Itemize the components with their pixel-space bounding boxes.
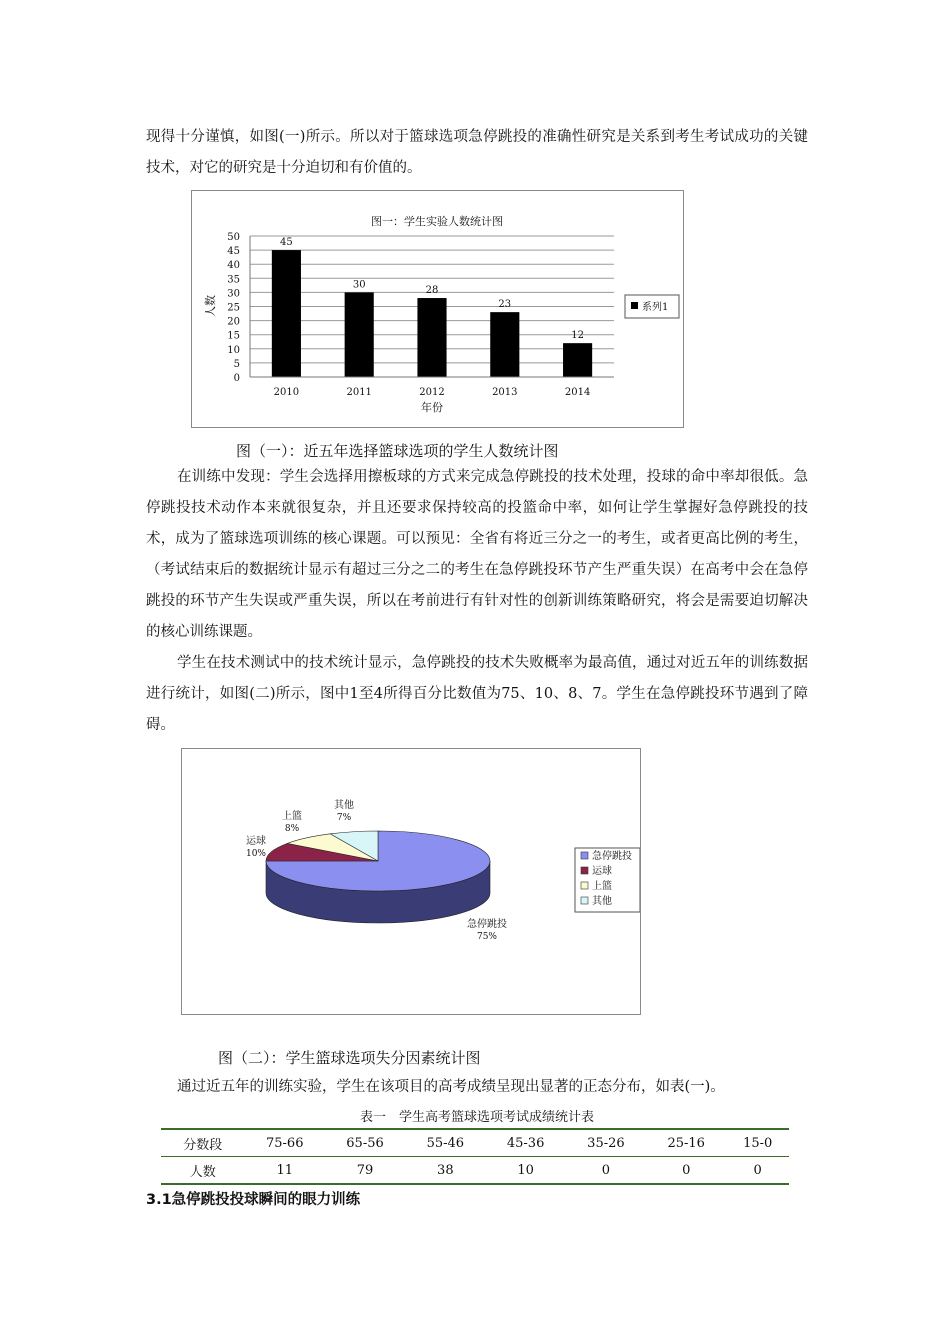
bar-chart-title: 图一：学生实验人数统计图 bbox=[371, 215, 503, 228]
bar-chart bbox=[192, 191, 683, 427]
figure-1-caption: 图（一）：近五年选择篮球选项的学生人数统计图 bbox=[236, 442, 559, 460]
legend-label-series1: 系列1 bbox=[642, 302, 669, 313]
bar-legend bbox=[625, 295, 679, 318]
pie-chart-frame bbox=[181, 748, 641, 1015]
section-heading: 3.1急停跳投投球瞬间的眼力训练 bbox=[146, 1192, 361, 1208]
table-title: 表一 学生高考篮球选项考试成绩统计表 bbox=[359, 1110, 594, 1125]
x-tick-label: 2013 bbox=[492, 387, 518, 398]
paragraph-2: 在训练中发现：学生会选择用擦板球的方式来完成急停跳投的技术处理，投球的命中率却很低。急停跳投技术动作本来就很复杂，并且还要求保持较高的投篮命中率，如何让学生掌握好急停跳投的技术，成为了篮球选项训练的核心课题。可以预见：全省有将近三分之一的考生，或者更高比例的考生，（考试结束后的数据统计显示有超过三分之二的考生在急停跳投环节产生严重失误）在高考中会在急停跳投的环节产生失误或严重失误，所以在考前进行有针对性的创新训练策略研究，将会是需要迫切解决的核心训练课题。 bbox=[146, 469, 808, 640]
legend-label: 急停跳投 bbox=[592, 851, 632, 862]
pie-label-percent: 7% bbox=[336, 813, 352, 823]
score-table bbox=[161, 1128, 789, 1185]
pie-chart bbox=[182, 749, 640, 1014]
pie-legend bbox=[575, 848, 640, 912]
y-tick-label: 25 bbox=[227, 302, 240, 314]
x-tick-label: 2011 bbox=[346, 387, 372, 398]
table-cell: 45-36 bbox=[485, 1129, 565, 1157]
paragraph-4: 通过近五年的训练实验，学生在该项目的高考成绩呈现出显著的正态分布，如表(一)。 bbox=[177, 1079, 725, 1095]
table-cell: 55-46 bbox=[405, 1129, 485, 1157]
y-axis-label: 人数 bbox=[204, 295, 217, 317]
y-tick-label: 35 bbox=[227, 274, 240, 286]
table-cell: 分数段 bbox=[161, 1129, 245, 1157]
table-cell: 11 bbox=[245, 1157, 325, 1185]
paragraph-1: 现得十分谨慎，如图(一)所示。所以对于篮球选项急停跳投的准确性研究是关系到考生考试成功的关键技术，对它的研究是十分迫切和有价值的。 bbox=[146, 129, 808, 176]
x-axis-label: 年份 bbox=[421, 401, 443, 414]
x-tick-label: 2014 bbox=[564, 387, 591, 398]
legend-label: 运球 bbox=[592, 866, 612, 877]
legend-swatch bbox=[581, 882, 588, 889]
pie-label-percent: 8% bbox=[284, 824, 300, 834]
bar-2014 bbox=[563, 343, 592, 377]
paragraph-3: 学生在技术测试中的技术统计显示，急停跳投的技术失败概率为最高值，通过对近五年的训练数据进行统计，如图(二)所示，图中1至4所得百分比数值为75、10、8、7。学生在急停跳投环节遇到了障碍。 bbox=[146, 655, 808, 733]
table-cell: 75-66 bbox=[245, 1129, 325, 1157]
y-tick-label: 30 bbox=[227, 288, 240, 300]
table-cell: 人数 bbox=[161, 1157, 245, 1185]
y-tick-label: 5 bbox=[233, 358, 240, 370]
table-cell: 15-0 bbox=[726, 1129, 789, 1157]
table-cell: 10 bbox=[485, 1157, 565, 1185]
table-cell: 38 bbox=[405, 1157, 485, 1185]
y-tick-label: 0 bbox=[233, 373, 240, 384]
pie-label-name: 上篮 bbox=[282, 811, 302, 822]
table-cell: 0 bbox=[726, 1157, 789, 1185]
figure-2-caption: 图（二）：学生篮球选项失分因素统计图 bbox=[218, 1049, 481, 1067]
pie-label-percent: 75% bbox=[476, 932, 498, 942]
bar-data-label: 12 bbox=[571, 330, 584, 342]
table-cell: 25-16 bbox=[646, 1129, 726, 1157]
table-row bbox=[161, 1157, 789, 1185]
y-tick-label: 10 bbox=[227, 344, 240, 356]
table-cell: 35-26 bbox=[566, 1129, 646, 1157]
y-tick-label: 50 bbox=[227, 232, 240, 243]
bar-2011 bbox=[345, 292, 374, 377]
bar-data-label: 30 bbox=[352, 279, 366, 291]
legend-swatch bbox=[581, 852, 588, 859]
table-cell: 79 bbox=[325, 1157, 405, 1185]
table-cell: 0 bbox=[566, 1157, 646, 1185]
table-cell: 0 bbox=[646, 1157, 726, 1185]
y-tick-label: 15 bbox=[227, 330, 240, 342]
y-tick-label: 45 bbox=[227, 246, 240, 258]
bar-2013 bbox=[490, 312, 519, 377]
x-tick-label: 2012 bbox=[419, 387, 445, 398]
pie-label-percent: 10% bbox=[245, 849, 267, 859]
legend-swatch-series1 bbox=[631, 302, 638, 309]
x-tick-label: 2010 bbox=[273, 387, 300, 398]
table-cell: 65-56 bbox=[325, 1129, 405, 1157]
bar-chart-frame bbox=[191, 190, 684, 428]
bar-data-label: 45 bbox=[280, 237, 293, 249]
bar-2010 bbox=[272, 250, 301, 377]
legend-swatch bbox=[581, 897, 588, 904]
table-header-row bbox=[161, 1129, 789, 1157]
legend-label: 上篮 bbox=[592, 881, 612, 892]
bar-data-label: 28 bbox=[425, 285, 439, 297]
y-tick-label: 40 bbox=[227, 260, 240, 272]
pie-label-name: 其他 bbox=[334, 800, 354, 811]
pie-label-name: 急停跳投 bbox=[467, 919, 507, 930]
pie-label-name: 运球 bbox=[246, 836, 266, 847]
legend-label: 其他 bbox=[592, 896, 612, 907]
bar-2012 bbox=[417, 298, 446, 377]
bar-data-label: 23 bbox=[498, 299, 512, 311]
legend-swatch bbox=[581, 867, 588, 874]
y-tick-label: 20 bbox=[227, 316, 240, 328]
